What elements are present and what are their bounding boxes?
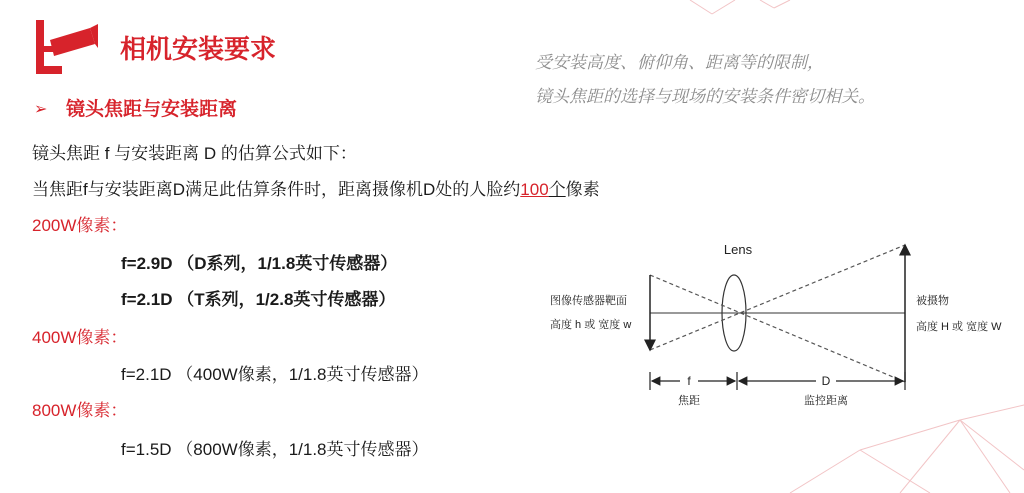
condition-line xyxy=(32,179,600,201)
lens-label: Lens xyxy=(723,242,753,257)
ray-dashed-1 xyxy=(650,275,905,382)
distance-symbol: D xyxy=(821,374,831,388)
group-label-800w: 800W像素： xyxy=(32,401,128,420)
object-size-label: 高度 H 或 宽度 W xyxy=(916,321,1002,333)
formula-400w: f=2.1D （400W像素，1/1.8英寸传感器） xyxy=(121,365,429,384)
note-line-1: 受安装高度、俯仰角、距离等的限制， xyxy=(535,53,824,72)
condition-suffix: 像素 xyxy=(565,180,600,199)
formula-intro: 镜头焦距 f 与安装距离 D 的估算公式如下： xyxy=(32,144,357,163)
pixel-count-value: 100 xyxy=(520,180,549,199)
page-title: 相机安装要求 xyxy=(120,34,277,64)
focal-symbol: f xyxy=(687,374,691,388)
object-label: 被摄物 xyxy=(916,295,949,307)
distance-label: 监控距离 xyxy=(804,395,848,407)
section-heading: 镜头焦距与安装距离 xyxy=(66,99,238,120)
note-line-2: 镜头焦距的选择与现场的安装条件密切相关。 xyxy=(535,87,875,106)
camera-logo-icon xyxy=(34,16,98,76)
sensor-label: 图像传感器靶面 xyxy=(550,295,627,307)
focal-label: 焦距 xyxy=(678,395,700,407)
formula-800w: f=1.5D （800W像素，1/1.8英寸传感器） xyxy=(121,440,429,459)
formula-200w-d-series: f=2.9D （D系列，1/1.8英寸传感器） xyxy=(121,254,398,273)
lens-distance-diagram xyxy=(540,230,1024,420)
group-label-200w: 200W像素： xyxy=(32,216,128,235)
condition-prefix: 当焦距f与安装距离D满足此估算条件时，距离摄像机D处的人脸约 xyxy=(32,180,521,199)
pixel-count-unit: 个 xyxy=(548,180,566,199)
ray-dashed-2 xyxy=(650,245,905,350)
arrow-bullet-icon: ➢ xyxy=(34,101,48,118)
sensor-size-label: 高度 h 或 宽度 w xyxy=(550,319,632,331)
group-label-400w: 400W像素： xyxy=(32,328,128,347)
formula-200w-t-series: f=2.1D （T系列，1/2.8英寸传感器） xyxy=(121,290,396,309)
